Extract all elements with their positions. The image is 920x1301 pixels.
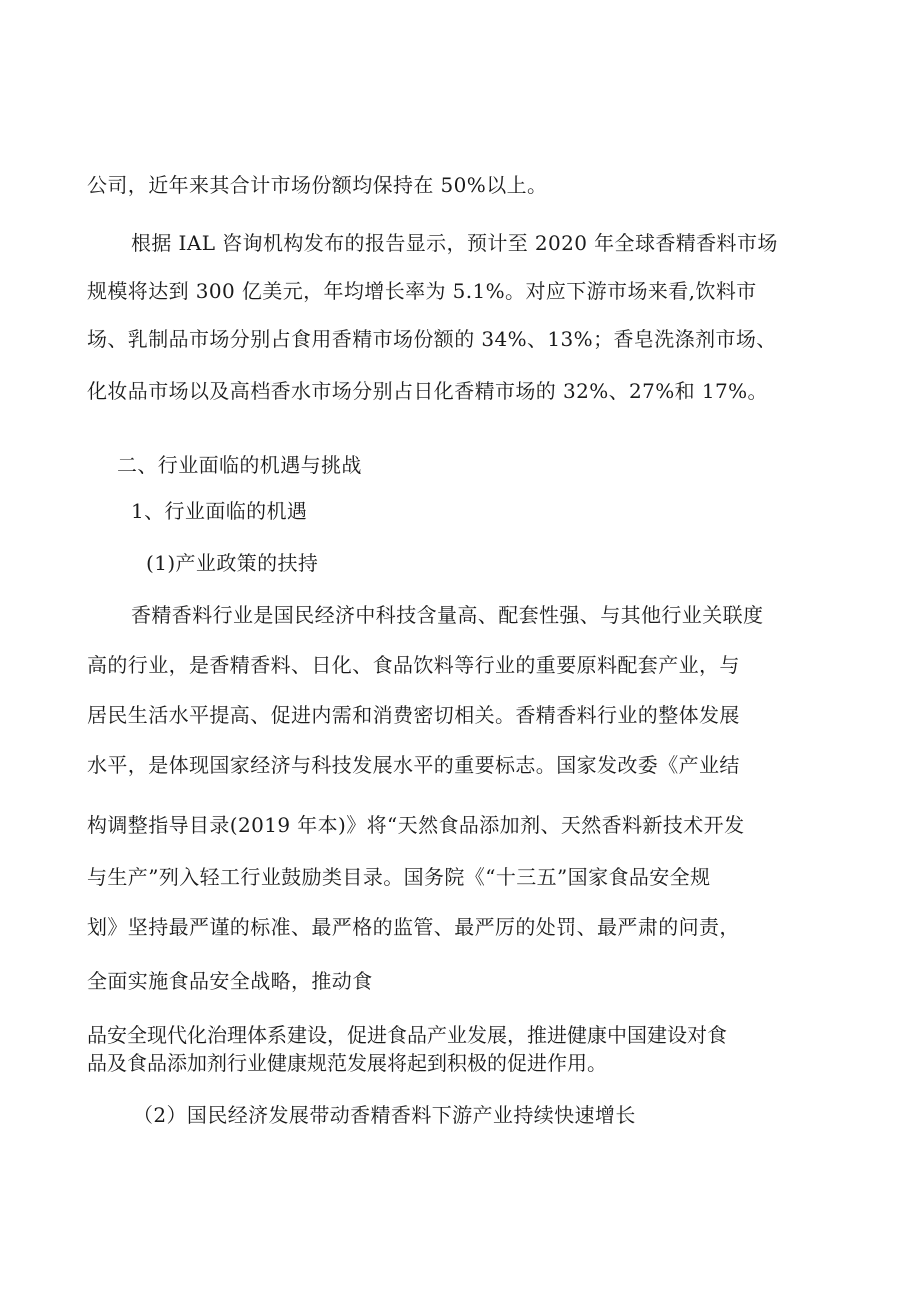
paragraph-line: 高的行业，是香精香料、日化、食品饮料等行业的重要原料配套产业，与 [87,653,740,677]
paragraph-line: 水平，是体现国家经济与科技发展水平的重要标志。国家发改委《产业结 [87,753,740,777]
paragraph-line: 居民生活水平提高、促进内需和消费密切相关。香精香料行业的整体发展 [87,703,740,727]
paragraph-line: 香精香料行业是国民经济中科技含量高、配套性强、与其他行业关联度 [131,603,764,627]
paragraph-line: 规模将达到 300 亿美元，年均增长率为 5.1%。对应下游市场来看,饮料市 [87,279,757,303]
paragraph-line: 公司，近年来其合计市场份额均保持在 50%以上。 [87,173,548,197]
subsection-heading: (1)产业政策的扶持 [146,551,319,575]
paragraph-line: 场、乳制品市场分别占食用香精市场份额的 34%、13%；香皂洗涤剂市场、 [87,327,777,351]
paragraph-line: 根据 IAL 咨询机构发布的报告显示，预计至 2020 年全球香精香料市场 [131,231,778,255]
section-heading: 二、行业面临的机遇与挑战 [117,453,362,477]
paragraph-line: 构调整指导目录(2019 年本)》将“天然食品添加剂、天然香料新技术开发 [87,813,745,837]
paragraph-line: 划》坚持最严谨的标准、最严格的监管、最严厉的处罚、最严肃的问责， [87,915,740,939]
paragraph-line: 与生产”列入轻工行业鼓励类目录。国务院《“十三五”国家食品安全规 [87,865,711,889]
paragraph-line: 品及食品添加剂行业健康规范发展将起到积极的促进作用。 [87,1051,607,1075]
paragraph-line: 全面实施食品安全战略，推动食 [87,969,373,993]
paragraph-line: 化妆品市场以及高档香水市场分别占日化香精市场的 32%、27%和 17%。 [87,379,768,403]
subsection-heading: 1、行业面临的机遇 [131,499,308,523]
paragraph-line: 品安全现代化治理体系建设，促进食品产业发展，推进健康中国建设对食 [87,1023,727,1047]
subsection-heading: （2）国民经济发展带动香精香料下游产业持续快速增长 [133,1103,636,1127]
